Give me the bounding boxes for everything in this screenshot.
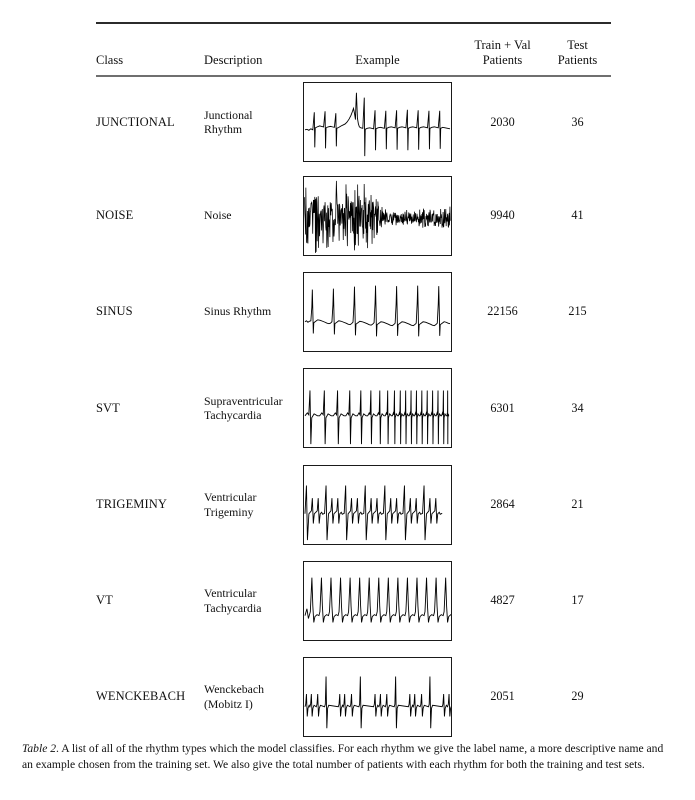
row-train-val-noise: 9940 [490,208,515,222]
desc-line-1: Ventricular [204,586,257,601]
row-test-noise: 41 [571,208,584,222]
row-description-vt [204,553,294,649]
row-example-wenckebach [294,649,461,745]
row-class-junctional: JUNCTIONAL [96,114,175,129]
table-row [96,649,611,745]
test-header-line2: Patients [557,52,598,67]
row-test-trigeminy: 21 [571,497,584,511]
ecg-waveform-junctional-icon [303,82,452,162]
row-example-noise [294,168,461,264]
caption-text: . A list of all of the rhythm types which the model classifies. For each rhythm we give the label name, a more descriptive name and an example chosen from the training set. We also give the total number of patients with each rhythm for both the training and test sets. [22,742,664,772]
rhythm-table-body [96,77,611,745]
desc-line-1: Supraventricular [204,393,283,408]
header-pad-row [96,24,611,38]
column-header-class: Class [96,52,124,67]
ecg-waveform-sinus-icon [303,272,452,352]
ecg-waveform-wenckebach-icon [303,657,452,737]
ecg-waveform-trigeminy-icon [303,465,452,545]
desc-line-1: Sinus Rhythm [204,304,272,319]
table-row [96,360,611,457]
ecg-waveform-svt-icon [303,368,452,448]
row-train-val-vt: 4827 [490,593,515,607]
table-2 [96,22,611,745]
desc-line-2: Rhythm [204,122,243,136]
desc-line-2: Tachycardia [204,408,262,422]
table-row [96,77,611,168]
row-test-wenckebach: 29 [571,689,584,703]
row-class-wenckebach: WENCKEBACH [96,689,186,703]
desc-line-1: Noise [204,208,232,223]
row-example-junctional [294,77,461,168]
row-test-vt: 17 [571,593,584,607]
table-row [96,264,611,360]
table-header [96,24,611,75]
row-class-noise: NOISE [96,208,134,222]
row-description-sinus [204,264,294,360]
row-train-val-junctional: 2030 [490,114,515,129]
desc-line-1: Ventricular [204,490,257,505]
test-header-line1: Test [567,38,588,52]
row-class-trigeminy: TRIGEMINY [96,497,168,511]
desc-line-2: (Mobitz I) [204,696,253,711]
ecg-waveform-noise-icon [303,176,452,256]
caption-label: Table 2 [22,742,57,755]
column-header-description: Description [204,52,263,67]
desc-line-1: Wenckebach [204,682,264,697]
rhythm-table [96,24,611,75]
table-row [96,457,611,553]
figure-caption [22,741,672,774]
row-description-svt [204,360,294,457]
row-example-trigeminy [294,457,461,553]
row-class-vt: VT [96,593,113,607]
row-train-val-trigeminy: 2864 [490,497,515,511]
desc-line-2: Trigeminy [204,504,254,519]
row-test-svt: 34 [571,400,584,415]
table-row [96,168,611,264]
column-header-train-val-patients [461,38,544,75]
column-header-test-patients [544,38,611,75]
row-test-junctional: 36 [571,114,584,129]
column-header-example: Example [355,52,400,67]
row-class-sinus: SINUS [96,304,133,318]
header-row [96,38,611,75]
row-example-svt [294,360,461,457]
row-train-val-svt: 6301 [490,400,515,415]
desc-line-2: Tachycardia [204,600,262,615]
header-spacer [96,24,611,38]
row-description-wenckebach [204,649,294,745]
row-train-val-sinus: 22156 [487,304,518,318]
table-row [96,553,611,649]
ecg-waveform-vt-icon [303,561,452,641]
row-description-trigeminy [204,457,294,553]
train-val-header-line2: Patients [482,52,523,67]
row-description-noise [204,168,294,264]
row-example-vt [294,553,461,649]
row-description-junctional [204,77,294,168]
row-test-sinus: 215 [568,304,587,318]
row-train-val-wenckebach: 2051 [490,689,515,703]
desc-line-1: Junctional [204,107,253,122]
row-example-sinus [294,264,461,360]
row-class-svt: SVT [96,400,120,415]
train-val-header-line1: Train + Val [474,38,531,52]
